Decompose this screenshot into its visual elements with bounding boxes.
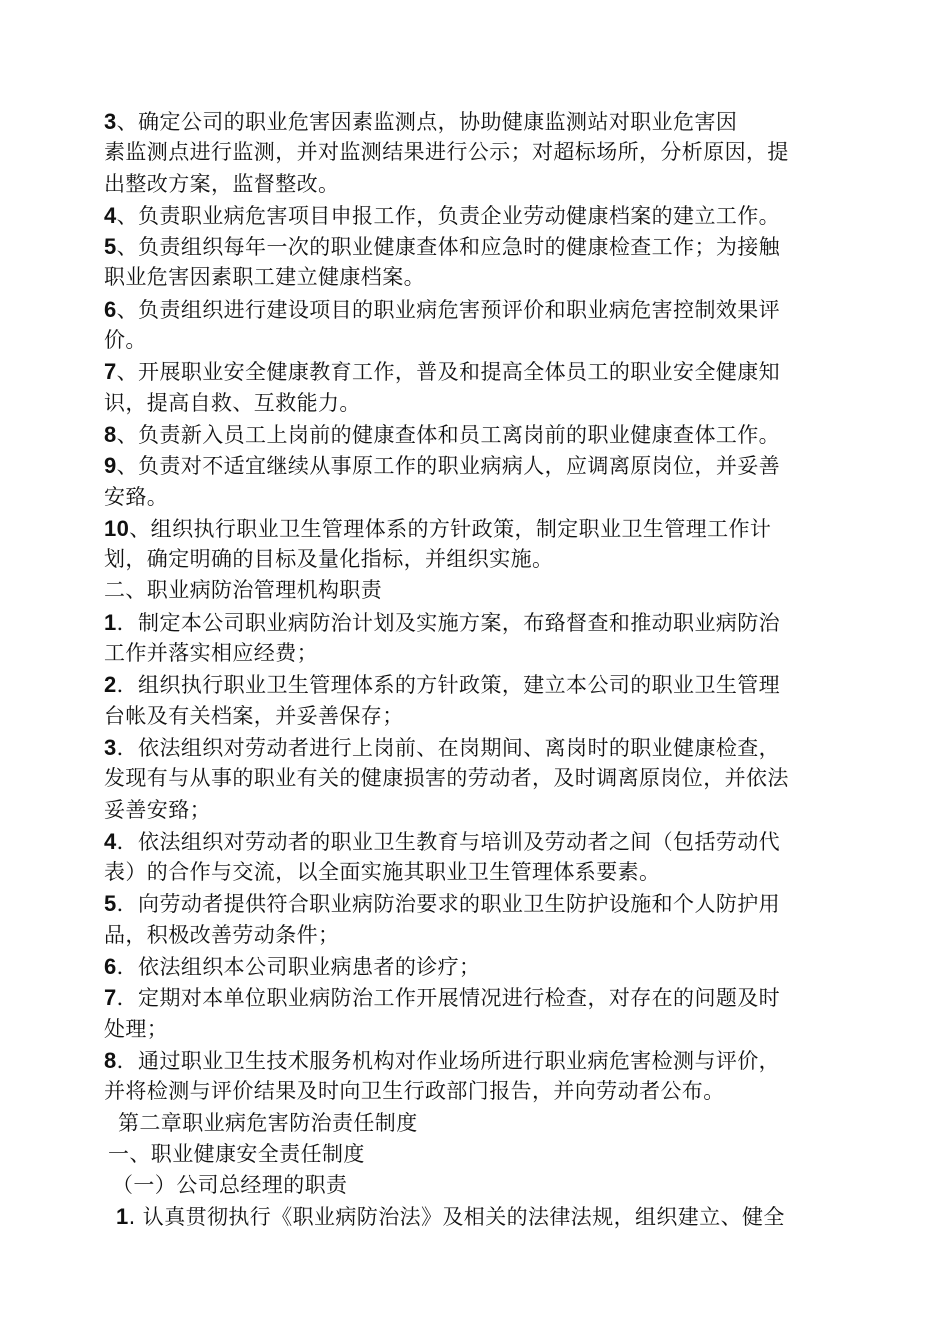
item-text: 、负责对不适宜继续从事原工作的职业病病人，应调离原岗位，并妥善 bbox=[116, 454, 781, 479]
item-text: 工作并落实相应经费； bbox=[104, 641, 318, 666]
item-text: ．制定本公司职业病防治计划及实施方案，布臵督查和推动职业病防治 bbox=[116, 610, 781, 635]
subsection-heading: （一）公司总经理的职责 bbox=[112, 1173, 348, 1198]
item-text: 出整改方案，监督整改。 bbox=[104, 171, 340, 196]
item-number: 5 bbox=[104, 891, 117, 917]
item-number: 8 bbox=[104, 421, 117, 447]
item-number: 8 bbox=[104, 1047, 117, 1073]
item-text: 处理； bbox=[104, 1016, 169, 1041]
list-item bbox=[104, 951, 864, 982]
item-text: ．组织执行职业卫生管理体系的方针政策，建立本公司的职业卫生管理 bbox=[116, 673, 781, 698]
list-item bbox=[104, 356, 864, 419]
item-text: ．向劳动者提供符合职业病防治要求的职业卫生防护设施和个人防护用 bbox=[116, 892, 781, 917]
item-text: 台帐及有关档案，并妥善保存； bbox=[104, 703, 404, 728]
item-text: 品，积极改善劳动条件； bbox=[104, 922, 340, 947]
item-number: 3 bbox=[104, 734, 117, 760]
list-item bbox=[104, 106, 864, 200]
list-item bbox=[104, 294, 864, 357]
item-text: 价。 bbox=[104, 328, 147, 353]
item-number: 3 bbox=[104, 109, 117, 134]
section-heading: 一、职业健康安全责任制度 bbox=[108, 1141, 365, 1166]
item-number: 9 bbox=[104, 453, 117, 479]
list-item bbox=[104, 732, 864, 826]
item-text: ．依法组织本公司职业病患者的诊疗； bbox=[116, 955, 481, 980]
item-text: 并将检测与评价结果及时向卫生行政部门报告，并向劳动者公布。 bbox=[104, 1079, 725, 1104]
list-item bbox=[104, 669, 864, 732]
item-text: 、负责组织进行建设项目的职业病危害预评价和职业病危害控制效果评 bbox=[116, 297, 781, 322]
item-text: ．定期对本单位职业病防治工作开展情况进行检查，对存在的问题及时 bbox=[116, 986, 781, 1011]
item-text: 发现有与从事的职业有关的健康损害的劳动者，及时调离原岗位，并依法 bbox=[104, 766, 789, 791]
item-number: 7 bbox=[104, 359, 117, 385]
item-text: ．依法组织对劳动者的职业卫生教育与培训及劳动者之间（包括劳动代 bbox=[116, 829, 781, 854]
item-number: 7 bbox=[104, 985, 117, 1011]
item-number: 1 bbox=[116, 1204, 129, 1230]
item-text: 职业危害因素职工建立健康档案。 bbox=[104, 265, 425, 290]
item-text: 、负责组织每年一次的职业健康查体和应急时的健康检查工作；为接触 bbox=[116, 235, 781, 260]
item-number: 6 bbox=[104, 954, 117, 980]
chapter-title: 第二章职业病危害防治责任制度 bbox=[118, 1110, 418, 1135]
list-item bbox=[104, 231, 864, 294]
list-item bbox=[104, 1045, 864, 1108]
item-text: 、组织执行职业卫生管理体系的方针政策，制定职业卫生管理工作计 bbox=[129, 516, 772, 541]
document-body bbox=[104, 106, 864, 1233]
item-text: 表）的合作与交流，以全面实施其职业卫生管理体系要素。 bbox=[104, 860, 661, 885]
item-number: 6 bbox=[104, 296, 117, 322]
item-number: 1 bbox=[104, 609, 117, 635]
item-text: 妥善安臵； bbox=[104, 797, 211, 822]
list-item bbox=[104, 513, 864, 576]
list-item bbox=[104, 607, 864, 670]
item-text: 、开展职业安全健康教育工作，普及和提高全体员工的职业安全健康知 bbox=[116, 360, 781, 385]
list-item bbox=[104, 826, 864, 889]
list-item bbox=[104, 419, 864, 450]
item-text: 、确定公司的职业危害因素监测点，协助健康监测站对职业危害因 bbox=[116, 110, 738, 134]
item-text: 、负责新入员工上岗前的健康查体和员工离岗前的职业健康查体工作。 bbox=[116, 422, 781, 447]
list-item bbox=[104, 888, 864, 951]
item-number: 4 bbox=[104, 202, 117, 228]
item-text: 安臵。 bbox=[104, 484, 169, 509]
item-text: 划，确定明确的目标及量化指标，并组织实施。 bbox=[104, 547, 554, 572]
item-number: 4 bbox=[104, 828, 117, 854]
item-text: ．依法组织对劳动者进行上岗前、在岗期间、离岗时的职业健康检查， bbox=[116, 735, 781, 760]
list-item bbox=[104, 450, 864, 513]
item-text: . 认真贯彻执行《职业病防治法》及相关的法律法规，组织建立、健全 bbox=[128, 1205, 785, 1230]
item-text: 识，提高自救、互救能力。 bbox=[104, 390, 361, 415]
item-number: 10 bbox=[104, 515, 130, 541]
item-text: ．通过职业卫生技术服务机构对作业场所进行职业病危害检测与评价， bbox=[116, 1048, 781, 1073]
list-item bbox=[104, 200, 864, 231]
list-item bbox=[104, 1201, 864, 1232]
list-item bbox=[104, 982, 864, 1045]
item-number: 5 bbox=[104, 234, 117, 260]
item-text: 、负责职业病危害项目申报工作，负责企业劳动健康档案的建立工作。 bbox=[116, 203, 781, 228]
item-number: 2 bbox=[104, 672, 117, 698]
section-heading: 二、职业病防治管理机构职责 bbox=[104, 578, 383, 603]
item-text: 素监测点进行监测，并对监测结果进行公示；对超标场所，分析原因，提 bbox=[104, 140, 789, 165]
